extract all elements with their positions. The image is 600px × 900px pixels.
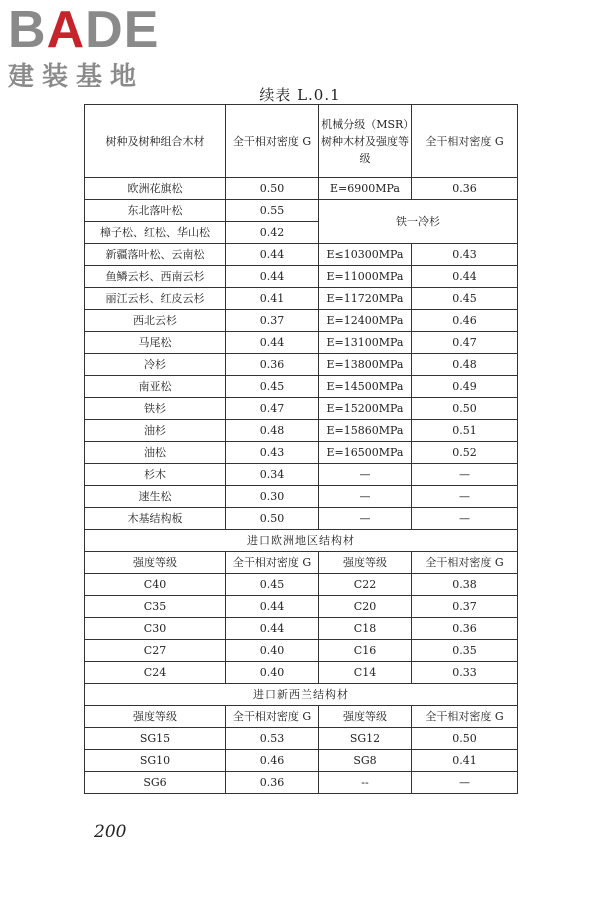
msr-grade-cell: E=15200MPa (319, 398, 412, 420)
msr-density-cell: 0.44 (412, 266, 518, 288)
species-cell: 杉木 (85, 464, 226, 486)
density-cell: 0.43 (226, 442, 319, 464)
density-cell: 0.36 (226, 772, 319, 794)
msr-density-cell: 0.48 (412, 354, 518, 376)
grade-cell: SG12 (319, 728, 412, 750)
species-cell: 樟子松、红松、华山松 (85, 222, 226, 244)
species-cell: 油松 (85, 442, 226, 464)
brand-logo (8, 1, 160, 92)
table-row (85, 266, 518, 288)
species-cell: 南亚松 (85, 376, 226, 398)
section-title: 进口新西兰结构材 (85, 684, 518, 706)
msr-density-cell: 0.47 (412, 332, 518, 354)
grade-header: 强度等级 (85, 552, 226, 574)
density-table (84, 104, 518, 794)
species-cell: 新疆落叶松、云南松 (85, 244, 226, 266)
msr-density-cell: 0.36 (412, 178, 518, 200)
header-density: 全干相对密度 G (226, 105, 319, 178)
density-cell: 0.50 (226, 508, 319, 530)
msr-grade-cell: E=11000MPa (319, 266, 412, 288)
table-row (85, 442, 518, 464)
density-cell: 0.44 (226, 266, 319, 288)
table-row (85, 310, 518, 332)
logo-wordmark (8, 1, 160, 59)
section-header-row (85, 706, 518, 728)
header-species: 树种及树种组合木材 (85, 105, 226, 178)
species-cell: 欧洲花旗松 (85, 178, 226, 200)
grade-cell: C35 (85, 596, 226, 618)
density-cell: — (412, 772, 518, 794)
density-cell: 0.55 (226, 200, 319, 222)
table-row (85, 464, 518, 486)
density-cell: 0.44 (226, 332, 319, 354)
grade-cell: C18 (319, 618, 412, 640)
grade-header: 强度等级 (319, 552, 412, 574)
density-cell: 0.44 (226, 618, 319, 640)
msr-density-cell: — (412, 508, 518, 530)
grade-cell: C16 (319, 640, 412, 662)
species-cell: 丽江云杉、红皮云杉 (85, 288, 226, 310)
grade-cell: SG8 (319, 750, 412, 772)
density-cell: 0.34 (226, 464, 319, 486)
msr-density-cell: 0.50 (412, 398, 518, 420)
table-row (85, 200, 518, 222)
density-cell: 0.38 (412, 574, 518, 596)
density-cell: 0.53 (226, 728, 319, 750)
msr-density-cell: — (412, 464, 518, 486)
table-row (85, 354, 518, 376)
section-title: 进口欧洲地区结构材 (85, 530, 518, 552)
msr-grade-cell: E=14500MPa (319, 376, 412, 398)
density-cell: 0.44 (226, 244, 319, 266)
table-row (85, 772, 518, 794)
density-cell: 0.33 (412, 662, 518, 684)
msr-grade-cell: — (319, 486, 412, 508)
grade-cell: SG10 (85, 750, 226, 772)
header-msr-density: 全干相对密度 G (412, 105, 518, 178)
grade-cell: C14 (319, 662, 412, 684)
msr-grade-cell: — (319, 464, 412, 486)
msr-grade-cell: E=13100MPa (319, 332, 412, 354)
density-cell: 0.35 (412, 640, 518, 662)
density-header: 全干相对密度 G (226, 552, 319, 574)
table-caption: 续表 L.0.1 (259, 86, 341, 104)
species-cell: 冷杉 (85, 354, 226, 376)
density-cell: 0.50 (412, 728, 518, 750)
grade-cell: SG6 (85, 772, 226, 794)
table-row (85, 332, 518, 354)
msr-density-cell: — (412, 486, 518, 508)
density-cell: 0.40 (226, 662, 319, 684)
table-row (85, 618, 518, 640)
density-cell: 0.30 (226, 486, 319, 508)
logo-subtitle: 建装基地 (8, 62, 145, 92)
grade-cell: C24 (85, 662, 226, 684)
logo-brand-text: BADE (8, 1, 160, 59)
grade-cell: C22 (319, 574, 412, 596)
density-header: 全干相对密度 G (412, 552, 518, 574)
grade-header: 强度等级 (319, 706, 412, 728)
table-row (85, 244, 518, 266)
density-cell: 0.50 (226, 178, 319, 200)
msr-grade-cell: E≤10300MPa (319, 244, 412, 266)
grade-cell: C40 (85, 574, 226, 596)
density-cell: 0.44 (226, 596, 319, 618)
page-number: 200 (94, 822, 127, 842)
grade-cell: C20 (319, 596, 412, 618)
header-msr-grade: 机械分级（MSR）树种木材及强度等级 (319, 105, 412, 178)
density-cell: 0.40 (226, 640, 319, 662)
density-cell: 0.41 (412, 750, 518, 772)
msr-grade-cell: E=6900MPa (319, 178, 412, 200)
msr-grade-cell: E=16500MPa (319, 442, 412, 464)
density-header: 全干相对密度 G (226, 706, 319, 728)
msr-grade-cell: E=15860MPa (319, 420, 412, 442)
species-cell: 东北落叶松 (85, 200, 226, 222)
table-row (85, 376, 518, 398)
grade-cell: SG15 (85, 728, 226, 750)
table-header-row (85, 105, 518, 178)
density-cell: 0.36 (412, 618, 518, 640)
msr-grade-cell: E=13800MPa (319, 354, 412, 376)
msr-density-cell: 0.51 (412, 420, 518, 442)
density-cell: 0.37 (226, 310, 319, 332)
table-row (85, 596, 518, 618)
table-row (85, 508, 518, 530)
msr-density-cell: 0.45 (412, 288, 518, 310)
density-cell: 0.37 (412, 596, 518, 618)
table-row (85, 288, 518, 310)
msr-grade-cell: — (319, 508, 412, 530)
species-cell: 鱼鳞云杉、西南云杉 (85, 266, 226, 288)
species-cell: 马尾松 (85, 332, 226, 354)
density-cell: 0.45 (226, 574, 319, 596)
table-row (85, 662, 518, 684)
msr-density-cell: 0.46 (412, 310, 518, 332)
msr-density-cell: 0.49 (412, 376, 518, 398)
species-cell: 铁杉 (85, 398, 226, 420)
table-row (85, 486, 518, 508)
grade-cell: C30 (85, 618, 226, 640)
table-row (85, 574, 518, 596)
msr-density-cell: 0.43 (412, 244, 518, 266)
table-row (85, 728, 518, 750)
grade-cell: -- (319, 772, 412, 794)
grade-header: 强度等级 (85, 706, 226, 728)
table-row (85, 178, 518, 200)
density-cell: 0.41 (226, 288, 319, 310)
section-title-row (85, 530, 518, 552)
species-cell: 木基结构板 (85, 508, 226, 530)
grade-cell: C27 (85, 640, 226, 662)
msr-grade-cell: E=12400MPa (319, 310, 412, 332)
merged-species-cell: 铁一冷杉 (319, 200, 518, 244)
table-row (85, 750, 518, 772)
species-cell: 西北云杉 (85, 310, 226, 332)
density-cell: 0.36 (226, 354, 319, 376)
section-title-row (85, 684, 518, 706)
section-header-row (85, 552, 518, 574)
msr-grade-cell: E=11720MPa (319, 288, 412, 310)
density-cell: 0.42 (226, 222, 319, 244)
species-cell: 速生松 (85, 486, 226, 508)
msr-density-cell: 0.52 (412, 442, 518, 464)
density-cell: 0.45 (226, 376, 319, 398)
density-cell: 0.46 (226, 750, 319, 772)
table-row (85, 420, 518, 442)
species-cell: 油杉 (85, 420, 226, 442)
table-row (85, 398, 518, 420)
table-row (85, 640, 518, 662)
density-cell: 0.48 (226, 420, 319, 442)
density-cell: 0.47 (226, 398, 319, 420)
density-header: 全干相对密度 G (412, 706, 518, 728)
